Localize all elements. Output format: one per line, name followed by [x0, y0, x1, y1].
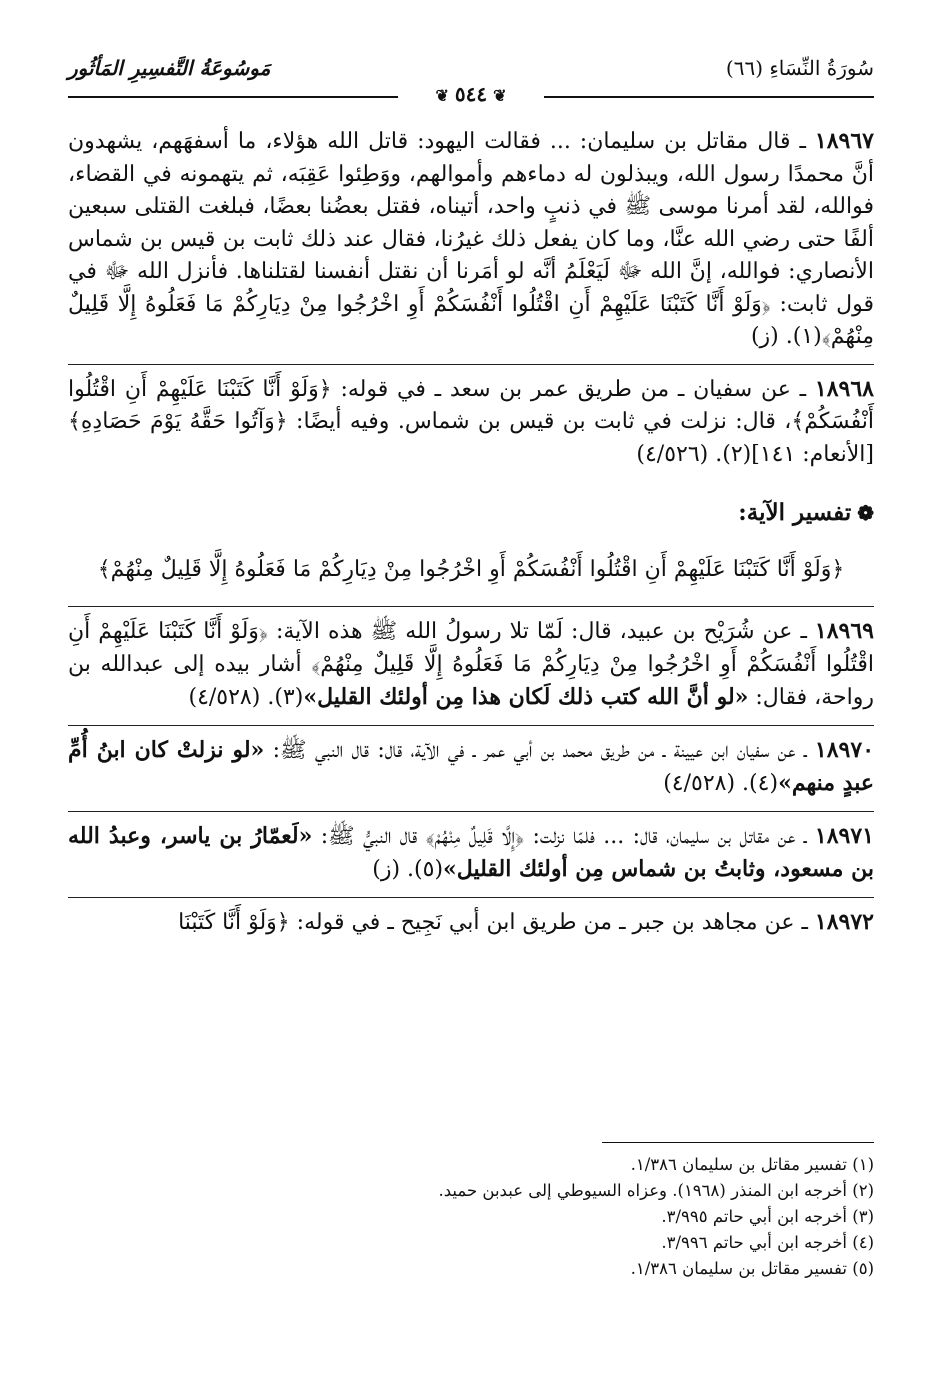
hadith-quote: «لَعمّارُ بن ياسر، وعبدُ الله بن مسعود، وثابتُ بن شماس مِن أولئك القليل»	[68, 822, 874, 882]
footnote: (٣) أخرجه ابن أبي حاتم ٣/٩٩٥.	[661, 1207, 874, 1226]
entry-18969	[68, 615, 874, 715]
quran-quote: ﴿إِلَّا قَلِيلٌ مِنْهُمْ﴾	[425, 823, 525, 849]
section-title	[68, 497, 874, 530]
quran-quote: ﴿وَلَوْ أَنَّا كَتَبْنَا	[178, 909, 290, 935]
main-text	[68, 125, 874, 949]
hadith-quote: «لو أنَّ الله كتب ذلك لَكان هذا مِن أولئك القليل»	[303, 684, 749, 710]
entry-18970	[68, 734, 874, 801]
entry-number: ١٨٩٧١	[814, 822, 874, 849]
reference: (٤). (٤/٥٢٨)	[663, 771, 779, 796]
entry-18972	[68, 906, 874, 940]
page-number-text: ٥٤٤	[454, 82, 488, 106]
book-title-header: مَوسُوعَةُ التَّفسِيرِ المَأثُور	[68, 56, 271, 80]
footnotes	[68, 1152, 874, 1282]
quran-quote: ﴿وَلَوْ أَنَّا كَتَبْنَا عَلَيْهِمْ أَنِ اقْتُلُوا أَنْفُسَكُمْ أَوِ اخْرُجُوا مِنْ دِيَارِكُمْ مَا فَعَلُوهُ إِلَّا قَلِيلٌ مِنْهُمْ﴾	[68, 291, 874, 349]
footnote: (١) تفسير مقاتل بن سليمان ١/٣٨٦.	[630, 1155, 874, 1174]
entry-18971	[68, 820, 874, 887]
page-number	[68, 82, 874, 106]
entry-text: ـ عن مقاتل بن سليمان، قال: ... فلمّا نزلت:	[524, 823, 815, 849]
divider	[68, 897, 874, 898]
entry-number: ١٨٩٦٨	[814, 375, 874, 402]
verse-heading: ﴿وَلَوْ أَنَّا كَتَبْنَا عَلَيْهِمْ أَنِ اقْتُلُوا أَنْفُسَكُمْ أَوِ اخْرُجُوا مِنْ دِيَارِكُمْ مَا فَعَلُوهُ إِلَّا قَلِيلٌ مِنْهُمْ﴾	[97, 556, 845, 582]
reference: (٣). (٤/٥٢٨)	[188, 685, 304, 710]
quran-quote: ﴿وَلَوْ أَنَّا كَتَبْنَا عَلَيْهِمْ أَنِ اقْتُلُوا أَنْفُسَكُمْ أَوِ اخْرُجُوا مِنْ دِيَارِكُمْ مَا فَعَلُوهُ إِلَّا قَلِيلٌ مِنْهُمْ﴾	[68, 619, 874, 677]
quran-quote: ﴿وَلَوْ أَنَّا كَتَبْنَا عَلَيْهِمْ أَنِ اقْتُلُوا أَنْفُسَكُمْ﴾	[68, 376, 874, 434]
divider	[68, 364, 874, 365]
page-header	[68, 52, 874, 106]
entry-number: ١٨٩٧٢	[814, 908, 874, 935]
quran-quote: ﴿وَآتُوا حَقَّهُ يَوْمَ حَصَادِهِ﴾	[68, 409, 288, 434]
divider	[68, 725, 874, 726]
entry-text: ـ قال مقاتل بن سليمان: ... فقالت اليهود: قاتل الله هؤلاء، ما أسفهَهم، يشهدون أنَّ محمدًا رسول الله، ويبذلون له دماءهم وأموالهم، ووَطِئوا عَقِبَه، ثم يتهمونه في القضاء، فوالله، لقد أمرنا موسى ﷺ في ذنبٍ واحد، أتيناه، فقتل بعضُنا بعضًا، فبلغت القتلى سبعين ألفًا حتى رضي الله عنَّا، وما كان يفعل ذلك غيرُنا، فقال عند ذلك ثابت بن قيس بن شماس الأنصاري: فوالله، إنَّ الله ﷻ لَيَعْلَمُ أنَّه لو أمَرنا أن نقتل أنفسنا لقتلناها. فأنزل الله ﷻ في قول ثابت:	[68, 129, 874, 317]
ornament-icon: ❦	[493, 86, 507, 105]
entry-number: ١٨٩٦٩	[814, 618, 874, 644]
entry-text: قال النبيُّ ﷺ:	[312, 823, 426, 849]
footnote: (٤) أخرجه ابن أبي حاتم ٣/٩٩٦.	[661, 1233, 874, 1252]
flower-icon: ❁	[857, 501, 874, 525]
footnote: (٢) أخرجه ابن المنذر (١٩٦٨). وعزاه السيوطي إلى عبدبن حميد.	[438, 1181, 874, 1200]
reference: (١). (ز)	[750, 324, 822, 349]
section-title-text: تفسير الآية:	[738, 499, 852, 526]
entry-number: ١٨٩٧٠	[814, 736, 875, 763]
reference: (٥). (ز)	[372, 857, 444, 882]
hadith-quote: «لو نزلتْ كان ابنُ أُمِّ عبدٍ منهم»	[68, 736, 874, 796]
footnote-rule	[602, 1142, 874, 1143]
reference: [الأنعام: ١٤١](٢). (٤/٥٢٦)	[636, 441, 874, 467]
entry-text: ـ عن سفيان ـ من طريق عمر بن سعد ـ في قوله:	[331, 376, 815, 402]
entry-18968	[68, 373, 874, 472]
entry-18967	[68, 125, 874, 354]
entry-text: ـ عن سفيان ابن عيينة ـ من طريق محمد بن أبي عمر ـ في الآية، قال: قال النبي ﷺ:	[264, 737, 815, 763]
entry-text: ، قال: نزلت في ثابت بن قيس بن شماس. وفيه أيضًا:	[287, 409, 792, 434]
surah-header: سُورَةُ النِّسَاءِ (٦٦)	[725, 56, 874, 80]
footnote: (٥) تفسير مقاتل بن سليمان ١/٣٨٦.	[630, 1259, 874, 1278]
entry-number: ١٨٩٦٧	[814, 128, 874, 154]
entry-text: ـ عن مجاهد بن جبر ـ من طريق ابن أبي نَجِيح ـ في قوله:	[289, 909, 815, 935]
divider	[68, 811, 874, 812]
ornament-icon: ❦	[435, 86, 449, 105]
entry-text: ـ عن شُرَيْح بن عبيد، قال: لَمّا تلا رسولُ الله ﷺ هذه الآية:	[267, 619, 815, 644]
entry-text: أشار بيده إلى عبدالله بن رواحة، فقال:	[68, 651, 874, 710]
divider	[68, 606, 874, 607]
